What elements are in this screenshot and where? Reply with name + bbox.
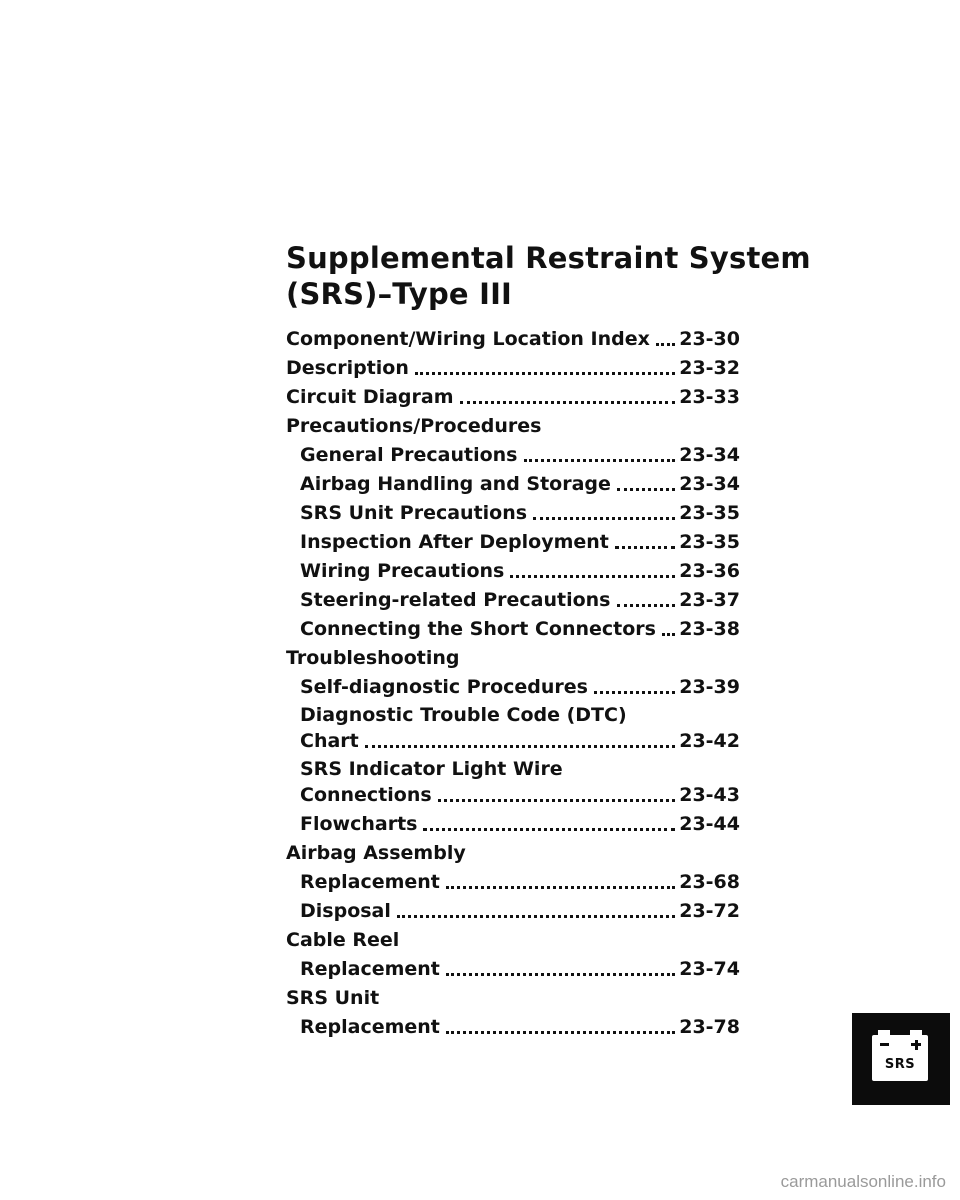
toc-entry-page: 23-43 — [679, 784, 740, 806]
page-title — [286, 240, 811, 312]
toc-heading-troubleshooting: Troubleshooting — [286, 647, 460, 669]
toc-entry-page: 23-35 — [679, 531, 740, 553]
toc-entry-label: Circuit Diagram — [286, 386, 454, 408]
srs-tab-label: SRS — [884, 1057, 916, 1072]
toc-entry-label: Airbag Handling and Storage — [300, 473, 611, 495]
toc-entry-label-row — [300, 781, 740, 807]
toc-entry-label-line-2: Connections — [300, 784, 432, 806]
toc-entry-page: 23-38 — [679, 618, 740, 640]
dot-leader — [615, 545, 675, 549]
toc-entry-page: 23-72 — [679, 900, 740, 922]
toc-entry-label: Steering-related Precautions — [300, 589, 611, 611]
toc-entry-page: 23-42 — [679, 730, 740, 752]
toc-entry-label: Component/Wiring Location Index — [286, 328, 650, 350]
toc-entry-connecting-short-connectors[interactable] — [286, 612, 740, 641]
dot-leader — [533, 516, 675, 520]
dot-leader — [656, 342, 675, 346]
toc-entry-dtc-chart[interactable] — [286, 699, 740, 753]
dot-leader — [617, 487, 675, 491]
toc-entry-page: 23-34 — [679, 444, 740, 466]
title-line-2: (SRS)–Type III — [286, 277, 513, 311]
toc-entry-page: 23-68 — [679, 871, 740, 893]
toc-entry-label-line-2: Chart — [300, 730, 359, 752]
toc-entry-self-diagnostic[interactable] — [286, 670, 740, 699]
toc-heading-srs-unit: SRS Unit — [286, 987, 380, 1009]
toc-entry-steering-related[interactable] — [286, 583, 740, 612]
plus-sign-icon-vertical — [915, 1040, 918, 1050]
dot-leader — [446, 972, 675, 976]
dot-leader — [397, 914, 675, 918]
toc-heading-cable-reel: Cable Reel — [286, 929, 400, 951]
toc-entry-label: Connecting the Short Connectors — [300, 618, 656, 640]
battery-terminal-left — [878, 1030, 890, 1035]
toc-entry-label: Self-diagnostic Procedures — [300, 676, 588, 698]
dot-leader — [423, 827, 675, 831]
toc-entry-page: 23-35 — [679, 502, 740, 524]
toc-entry-label: Wiring Precautions — [300, 560, 505, 582]
toc-entry-page: 23-30 — [679, 328, 740, 350]
toc-entry-inspection-after-deployment[interactable] — [286, 525, 740, 554]
toc-entry-page: 23-44 — [679, 813, 740, 835]
toc-entry-wiring-precautions[interactable] — [286, 554, 740, 583]
toc-entry-label: Inspection After Deployment — [300, 531, 609, 553]
dot-leader — [662, 632, 675, 636]
toc-entry-page: 23-74 — [679, 958, 740, 980]
dot-leader — [510, 574, 675, 578]
toc-entry-label: Flowcharts — [300, 813, 418, 835]
toc-entry-circuit-diagram[interactable] — [286, 380, 740, 409]
toc-entry-page: 23-32 — [679, 357, 740, 379]
toc-entry-label: Replacement — [300, 958, 440, 980]
toc-entry-label: Replacement — [300, 871, 440, 893]
dot-leader — [617, 603, 676, 607]
toc-entry-label-line-1: SRS Indicator Light Wire — [300, 758, 563, 780]
dot-leader — [460, 400, 676, 404]
toc-entry-srs-unit-replacement[interactable] — [286, 1010, 740, 1039]
toc-entry-label: SRS Unit Precautions — [300, 502, 528, 524]
watermark: carmanualsonline.info — [780, 1172, 946, 1191]
srs-section-tab[interactable] — [852, 1013, 950, 1105]
toc-entry-page: 23-37 — [679, 589, 740, 611]
dot-leader — [594, 690, 675, 694]
battery-srs-icon — [872, 1035, 928, 1081]
toc-entry-label: Description — [286, 357, 409, 379]
toc-entry-label: Replacement — [300, 1016, 440, 1038]
dot-leader — [438, 798, 676, 802]
toc-entry-component-wiring[interactable] — [286, 322, 740, 351]
toc-entry-flowcharts[interactable] — [286, 807, 740, 836]
minus-sign-icon — [880, 1043, 889, 1046]
dot-leader — [446, 1030, 675, 1034]
toc-entry-page: 23-78 — [679, 1016, 740, 1038]
toc-heading-precautions: Precautions/Procedures — [286, 415, 542, 437]
toc-entry-description[interactable] — [286, 351, 740, 380]
toc-entry-page: 23-36 — [679, 560, 740, 582]
toc-entry-cable-reel-replacement[interactable] — [286, 952, 740, 981]
toc-entry-page: 23-39 — [679, 676, 740, 698]
toc-entry-general-precautions[interactable] — [286, 438, 740, 467]
toc-entry-airbag-disposal[interactable] — [286, 894, 740, 923]
toc-entry-label: General Precautions — [300, 444, 518, 466]
toc-entry-label: Disposal — [300, 900, 391, 922]
toc-heading-airbag-assembly: Airbag Assembly — [286, 842, 466, 864]
toc-entry-label-row — [300, 727, 740, 753]
title-line-1: Supplemental Restraint System — [286, 241, 811, 275]
dot-leader — [446, 885, 675, 889]
table-of-contents — [286, 322, 740, 1039]
toc-entry-airbag-replacement[interactable] — [286, 865, 740, 894]
toc-entry-srs-indicator-wire[interactable] — [286, 753, 740, 807]
dot-leader — [365, 744, 675, 748]
toc-entry-page: 23-33 — [679, 386, 740, 408]
dot-leader — [415, 371, 675, 375]
battery-terminal-right — [910, 1030, 922, 1035]
dot-leader — [524, 458, 676, 462]
toc-entry-airbag-handling[interactable] — [286, 467, 740, 496]
toc-entry-page: 23-34 — [679, 473, 740, 495]
toc-entry-srs-unit-precautions[interactable] — [286, 496, 740, 525]
toc-entry-label-line-1: Diagnostic Trouble Code (DTC) — [300, 704, 627, 726]
